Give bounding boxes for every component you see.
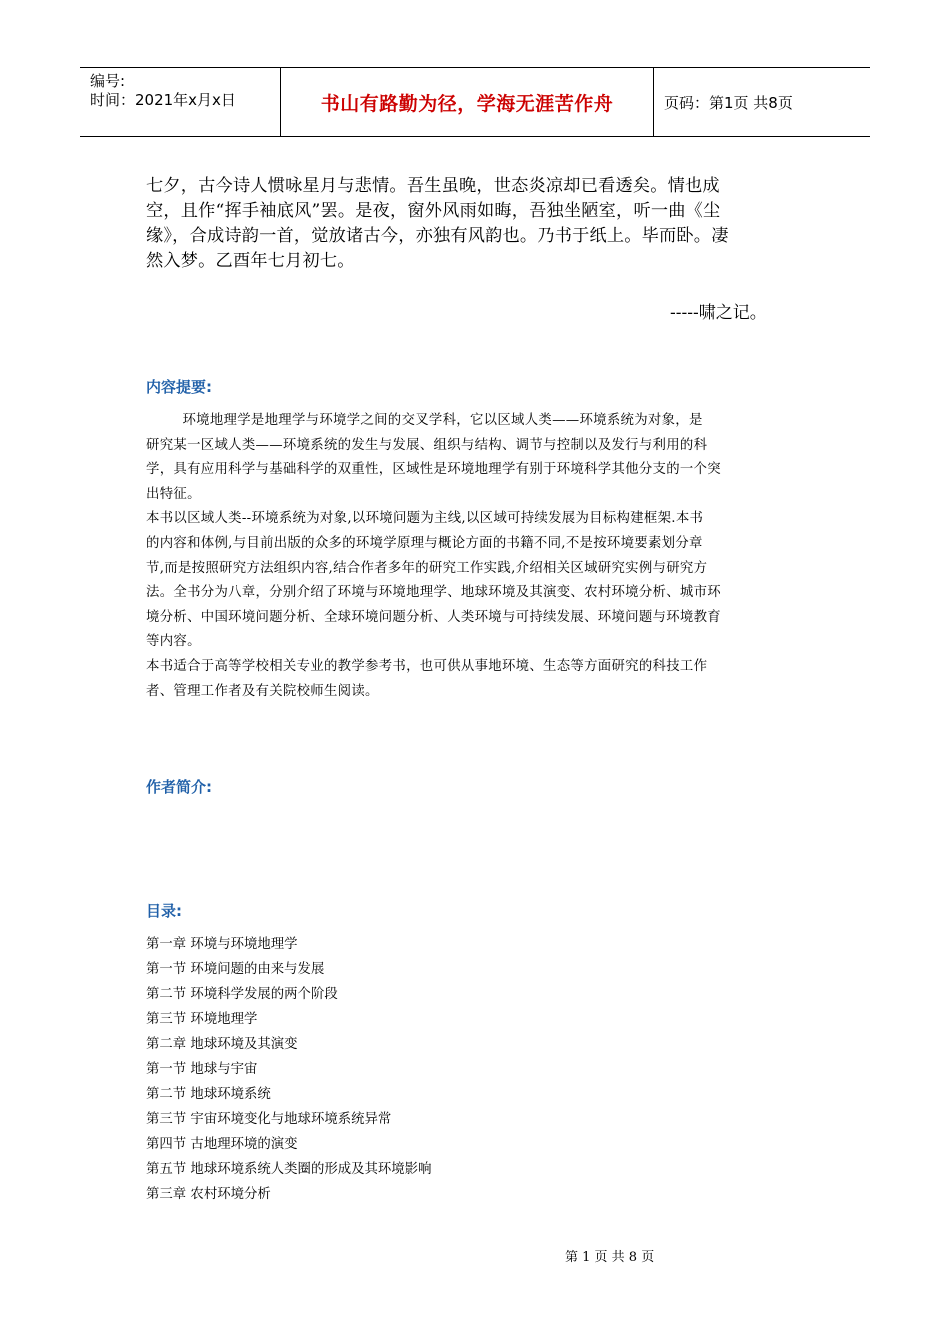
header-page-label: 页码：第1页 共8页 — [664, 93, 793, 112]
poem-signature: -----啸之记。 — [670, 303, 767, 323]
toc-item: 第三节 宇宙环境变化与地球环境系统异常 — [146, 1112, 392, 1127]
toc-title: 目录: — [146, 902, 182, 920]
summary-line: 研究某一区域人类——环境系统的发生与发展、组织与结构、调节与控制以及发行与利用的科 — [146, 437, 708, 453]
poem-line: 缘》，合成诗韵一首，觉放诸古今，亦独有风韵也。乃书于纸上。毕而卧。凄 — [146, 226, 729, 246]
toc-item: 第三节 环境地理学 — [146, 1012, 258, 1027]
poem-preface — [146, 174, 786, 274]
toc-item: 第一节 地球与宇宙 — [146, 1062, 258, 1077]
summary-line: 本书适合于高等学校相关专业的教学参考书，也可供从事地环境、生态等方面研究的科技工作 — [146, 658, 708, 674]
summary-line: 法。全书分为八章，分别介绍了环境与环境地理学、地球环境及其演变、农村环境分析、城市环 — [146, 585, 722, 601]
summary-line: 的内容和体例,与目前出版的众多的环境学原理与概论方面的书籍不同,不是按环境要素划分章 — [146, 535, 703, 551]
toc-item: 第二节 环境科学发展的两个阶段 — [146, 987, 338, 1002]
toc-item: 第四节 古地理环境的演变 — [146, 1137, 298, 1152]
poem-line: 七夕，古今诗人惯咏星月与悲情。吾生虽晚，世态炎凉却已看透矣。情也成 — [146, 176, 720, 196]
summary-line: 者、管理工作者及有关院校师生阅读。 — [146, 683, 379, 699]
document-number-label: 编号: — [90, 72, 126, 90]
summary-line: 节,而是按照研究方法组织内容,结合作者多年的研究工作实践,介绍相关区域研究实例与研究方 — [146, 560, 708, 576]
summary-line: 学，具有应用科学与基础科学的双重性，区域性是环境地理学有别于环境科学其他分支的一个突 — [146, 462, 722, 478]
summary-title: 内容提要: — [146, 378, 212, 396]
toc-item: 第二章 地球环境及其演变 — [146, 1037, 298, 1052]
toc-item: 第二节 地球环境系统 — [146, 1087, 271, 1102]
summary-line: 本书以区域人类--环境系统为对象,以环境问题为主线,以区域可持续发展为目标构建框架.本书 — [146, 511, 704, 527]
toc-item: 第五节 地球环境系统人类圈的形成及其环境影响 — [146, 1162, 432, 1177]
summary-body — [146, 409, 798, 704]
header-meta-cell — [80, 68, 281, 136]
summary-line: 等内容。 — [146, 634, 201, 650]
page-footer: 第 1 页 共 8 页 — [565, 1250, 655, 1265]
summary-line: 出特征。 — [146, 486, 201, 502]
header-table — [80, 67, 870, 137]
header-motto: 书山有路勤为径，学海无涯苦作舟 — [281, 68, 654, 136]
toc-item: 第一章 环境与环境地理学 — [146, 937, 298, 952]
poem-line: 空，且作“挥手袖底风”罢。是夜，窗外风雨如晦，吾独坐陋室，听一曲《尘 — [146, 201, 721, 221]
poem-line: 然入梦。乙酉年七月初七。 — [146, 251, 355, 271]
toc-item: 第一节 环境问题的由来与发展 — [146, 962, 325, 977]
table-of-contents — [146, 932, 431, 1207]
summary-line: 境分析、中国环境问题分析、全球环境问题分析、人类环境与可持续发展、环境问题与环境教育 — [146, 609, 722, 625]
summary-line: 环境地理学是地理学与环境学之间的交叉学科，它以区域人类——环境系统为对象，是 — [146, 413, 703, 428]
document-time-label: 时间：2021年x月x日 — [90, 91, 236, 109]
author-title: 作者简介: — [146, 778, 212, 796]
toc-item: 第三章 农村环境分析 — [146, 1187, 271, 1202]
